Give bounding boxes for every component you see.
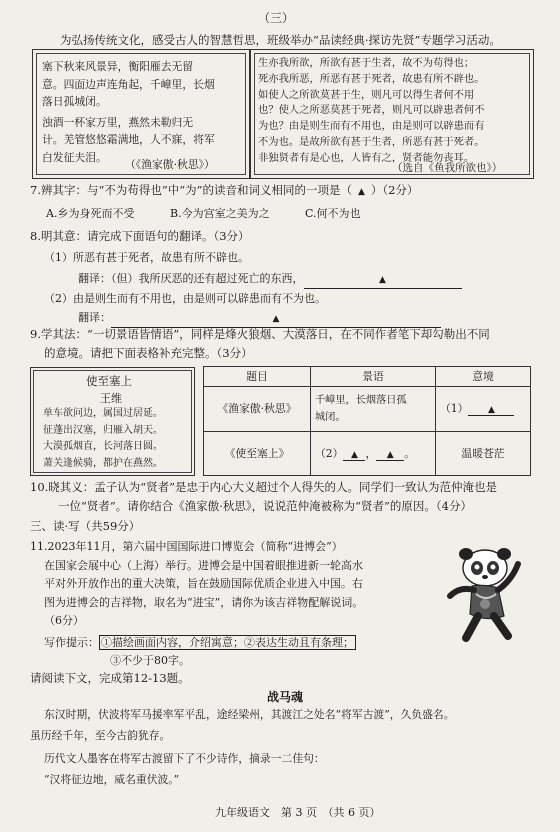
q8-sentence-1: （1）所恶有甚于死者，故患有所不辟也。 xyxy=(44,251,249,264)
article-paragraph: 历代文人墨客在将军古渡留下了不少诗作，摘录一二佳句： xyxy=(44,752,325,765)
q7-option-b: B.今为宫室之美为之 xyxy=(170,207,270,220)
part-heading: 三、读·写（共59分） xyxy=(30,519,141,533)
q8-sentence-2: （2）由是则生而有不用也，由是则可以辟患而有不为也。 xyxy=(44,292,326,305)
poem-right-text xyxy=(258,56,485,167)
answer-blank[interactable]: ▲ xyxy=(376,447,404,461)
answer-blank[interactable]: ▲ xyxy=(111,310,441,328)
poem-body xyxy=(43,406,163,472)
mascot-panda-image xyxy=(430,544,534,648)
poem-right-line: 也？使人之所恶莫甚于死者，则凡可以辟患者何不 xyxy=(258,104,485,117)
q7-option-c: C.何不为也 xyxy=(305,207,361,220)
header-scene: 景语 xyxy=(311,367,436,387)
poem-left-line: 浊酒一杯家万里，燕然未勒归无 xyxy=(42,115,194,129)
q9-stem-line2: 的意境。请把下面表格补充完整。（3分） xyxy=(44,346,253,360)
q8-translation-2: 翻译： ▲ xyxy=(78,310,441,328)
poem-left-line: 意。四面边声连角起，千嶂里，长烟 xyxy=(42,77,215,91)
header-mood: 意境 xyxy=(436,367,531,387)
poem-line: 萧关逢候骑，都护在燕然。 xyxy=(43,457,163,469)
poem-left-line: 落日孤城闭。 xyxy=(42,95,107,108)
answer-blank[interactable]: ▲ xyxy=(343,447,365,461)
answer-mark: ▲ xyxy=(358,187,365,197)
q7-option-a: A.乡为身死而不受 xyxy=(46,207,135,220)
article-paragraph: 虽历经千年，至今古韵犹存。 xyxy=(30,729,171,742)
q10-line2: 一位“贤者”。请你结合《渔家傲·秋思》，说说范仲淹被称为“贤者”的原因。（4分） xyxy=(58,499,472,513)
read-prompt: 请阅读下文，完成第12-13题。 xyxy=(30,671,190,685)
q7-stem: 7.辨其字：与“不为苟得也”中“为”的读音和词义相同的一项是（ ▲ ）（2分） xyxy=(30,183,419,197)
row-title: 《渔家傲·秋思》 xyxy=(204,387,311,431)
intro-text: 为弘扬传统文化，感受古人的智慧哲思，班级举办“品读经典·探访先贤”专题学习活动。 xyxy=(60,33,501,47)
poem-right-line: 非独贤者有是心也，人皆有之，贤者能勿丧耳。 xyxy=(258,151,475,164)
row-scene: （2） ▲ ， ▲ 。 xyxy=(311,431,436,475)
poem-right-line: 如使人之所欲莫甚于生，则凡可以得生者何不用 xyxy=(258,88,475,101)
q8-stem: 8.明其意：请完成下面语句的翻译。（3分） xyxy=(30,229,250,243)
poem-line: 征蓬出汉塞，归雁入胡天。 xyxy=(43,424,163,436)
poem-right-line: 生亦我所欲，所欲有甚于生者，故不为苟得也； xyxy=(258,57,475,69)
poem-right-source: （选自《鱼我所欲也》） xyxy=(392,162,503,174)
answer-blank[interactable]: ▲ xyxy=(468,402,514,416)
q8-translation-1: 翻译：（但）我所厌恶的还有超过死亡的东西， ▲ xyxy=(78,271,462,289)
row-scene: 千嶂里，长烟落日孤 城闭。 xyxy=(311,387,436,431)
page-footer: 九年级语文 第 3 页 （共 6 页） xyxy=(215,806,381,819)
header-title: 题目 xyxy=(204,367,311,387)
q11-text: 11.2023年11月，第六届中国国际进口博览会（简称“进博会”） 在国家会展中心（上海）举行。进博会是中国着眼推进新一轮高水 平对外开放作出的重大决策，旨在鼓励国际优质企业进入中国。右 图为进博会的吉祥物，取名为“进宝”，请你为该吉祥物配解说词。 （6分） xyxy=(30,540,364,627)
q9-table xyxy=(203,366,531,476)
article-paragraph: 东汉时期，伏波将军马援率军平乱，途经梁州，其渡江之处名“将军古渡”，久负盛名。 xyxy=(44,708,455,721)
poem-line: 单车欲问边，属国过居延。 xyxy=(43,408,163,419)
row-title: 《使至塞上》 xyxy=(204,431,311,475)
poem-right-line: 为也？由是则生而有不用也，由是则可以辟患而有 xyxy=(258,120,485,133)
row-mood: （1） ▲ xyxy=(436,387,531,431)
table-row xyxy=(204,387,531,431)
poem-left-line: 塞下秋来风景异，衡阳雁去无留 xyxy=(42,60,194,73)
poem-title: 使至塞上 xyxy=(86,374,132,388)
row-mood: 温暖苍茫 xyxy=(436,431,531,475)
section-heading: （三） xyxy=(258,11,295,25)
answer-blank[interactable]: ▲ xyxy=(304,271,462,289)
poem-right-line: 死亦我所恶，所恶有甚于死者，故患有所不辟也。 xyxy=(258,72,485,85)
q11-hints: 写作提示： ①描绘画面内容，介绍寓意；②表达生动且有条理； ③不少于80字。 xyxy=(44,636,354,667)
poem-left-line: 计。羌管悠悠霜满地，人不寐，将军 xyxy=(42,133,215,146)
poem-left-text xyxy=(42,58,215,166)
poem-right-line: 不为也。是故所欲有甚于生者，所恶有甚于死者。 xyxy=(258,135,485,148)
poem-author: 王维 xyxy=(100,392,122,405)
article-title: 战马魂 xyxy=(267,690,304,704)
poem-line: 大漠孤烟直，长河落日圆。 xyxy=(43,441,163,452)
poem-left-source: （《渔家傲·秋思》） xyxy=(125,158,215,171)
article-quote: “汉将征边地，威名重伏波。” xyxy=(44,773,180,786)
poem-left-line: 白发征夫泪。 xyxy=(42,150,107,164)
q9-stem-line1: 9.学其法：“一切景语皆情语”，同样是烽火狼烟、大漠落日，在不同作者笔下却勾勒出不同 xyxy=(30,327,490,341)
table-row xyxy=(204,431,531,475)
q10-line1: 10.晓其义：孟子认为“贤者”是忠于内心大义超过个人得失的人。同学们一致认为范仲淹也是 xyxy=(30,480,498,494)
